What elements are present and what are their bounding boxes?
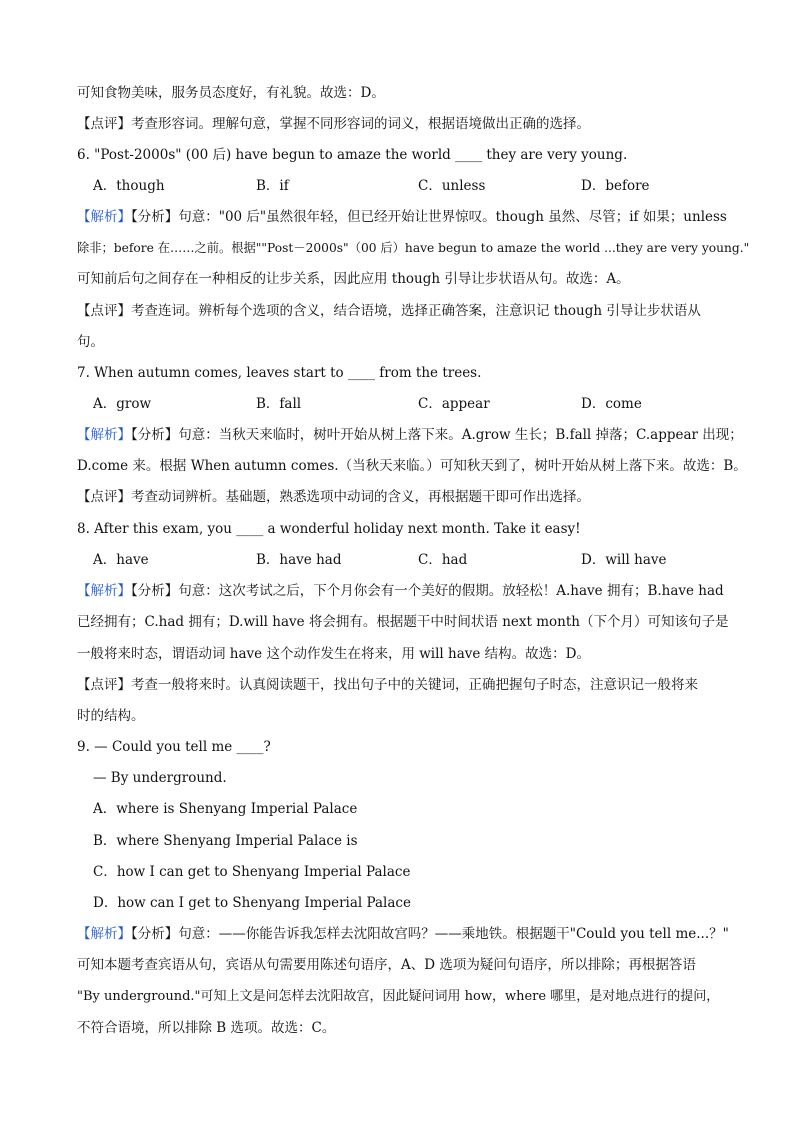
q8-option-b: B．have had (256, 552, 342, 568)
q6-option-d: D．before (581, 178, 650, 194)
q8-option-a: A．have (93, 552, 149, 568)
analysis-tag: 【解析】 (77, 427, 131, 443)
q7-option-d: D．come (581, 396, 642, 412)
question-6: 6. "Post-2000s" (00 后) have begun to amaze the world ____ they are very young. (77, 147, 628, 163)
question-7: 7. When autumn comes, leaves start to ____ from the trees. (77, 365, 482, 381)
q9-response: — By underground. (93, 770, 227, 786)
q9-option-a: A．where is Shenyang Imperial Palace (93, 801, 358, 817)
q9-analysis-line: "By underground."可知上文是问怎样去沈阳故宫，因此疑问词用 how，where 哪里，是对地点进行的提问， (77, 989, 720, 1004)
q6-analysis-line: 可知前后句之间存在一种相反的让步关系，因此应用 though 引导让步状语从句。故选：A。 (77, 271, 630, 287)
q8-comment-line: 时的结构。 (77, 708, 145, 724)
q8-analysis-line: 一般将来时态，谓语动词 have 这个动作发生在将来，用 will have 结构。故选：D。 (77, 646, 591, 662)
q7-comment-line: 【点评】考查动词辨析。基础题，熟悉选项中动词的含义，再根据题干即可作出选择。 (77, 489, 590, 505)
q9-option-c: C．how I can get to Shenyang Imperial Palace (93, 864, 411, 880)
q9-option-b: B．where Shenyang Imperial Palace is (93, 833, 358, 849)
q6-option-b: B．if (256, 178, 289, 194)
analysis-text: 【分析】句意：当秋天来临时，树叶开始从树上落下来。A.grow 生长；B.fall 掉落；C.appear 出现； (131, 427, 743, 443)
q6-option-a: A．though (93, 178, 165, 194)
question-8: 8. After this exam, you ____ a wonderful holiday next month. Take it easy! (77, 521, 581, 537)
q9-analysis-line (77, 925, 749, 943)
q8-option-c: C．had (418, 552, 468, 568)
analysis-text: 【分析】句意：这次考试之后，下个月你会有一个美好的假期。放轻松！A.have 拥有；B.have had (131, 583, 724, 599)
q6-comment-line: 句。 (77, 334, 104, 350)
q8-option-d: D．will have (581, 552, 667, 568)
analysis-tag: 【解析】 (77, 926, 131, 942)
q6-option-c: C．unless (418, 178, 486, 194)
q9-analysis-line: 不符合语境，所以排除 B 选项。故选：C。 (77, 1020, 336, 1036)
question-9: 9. — Could you tell me ____? (77, 739, 271, 755)
analysis-text: 【分析】句意：——你能告诉我怎样去沈阳故宫吗？——乘地铁。根据题干"Could you tell me...？" (131, 926, 729, 942)
q8-analysis-line: 已经拥有；C.had 拥有；D.will have 将会拥有。根据题干中时间状语 next month（下个月）可知该句子是 (77, 614, 729, 630)
q7-option-b: B．fall (256, 396, 302, 412)
q9-option-d: D．how can I get to Shenyang Imperial Palace (93, 895, 411, 911)
q7-option-a: A．grow (93, 396, 152, 412)
analysis-text: 【分析】句意："00 后"虽然很年轻，但已经开始让世界惊叹。though 虽然、尽管；if 如果；unless (131, 209, 727, 225)
q7-analysis-line: D.come 来。根据 When autumn comes.（当秋天来临。）可知秋天到了，树叶开始从树上落下来。故选：B。 (77, 458, 747, 474)
q7-option-c: C．appear (418, 396, 490, 412)
q6-comment-line: 【点评】考查连词。辨析每个选项的含义，结合语境，选择正确答案，注意识记 though 引导让步状语从 (77, 303, 701, 319)
q6-analysis-line (77, 208, 749, 226)
analysis-tag: 【解析】 (77, 583, 131, 599)
q7-analysis-line (77, 426, 749, 444)
q8-analysis-line (77, 582, 749, 600)
q8-comment-line: 【点评】考查一般将来时。认真阅读题干，找出句子中的关键词，正确把握句子时态，注意识记一般将来 (77, 677, 698, 693)
comment-line: 【点评】考查形容词。理解句意，掌握不同形容词的词义，根据语境做出正确的选择。 (77, 116, 590, 132)
text-line: 可知食物美味，服务员态度好，有礼貌。故选：D。 (77, 85, 385, 101)
q9-analysis-line: 可知本题考查宾语从句，宾语从句需要用陈述句语序，A、D 选项为疑问句语序，所以排除；再根据答语 (77, 957, 696, 973)
analysis-tag: 【解析】 (77, 209, 131, 225)
q6-analysis-line: 除非；before 在……之前。根据""Post－2000s"（00 后）have begun to amaze the world ...they are very young." (77, 241, 750, 255)
